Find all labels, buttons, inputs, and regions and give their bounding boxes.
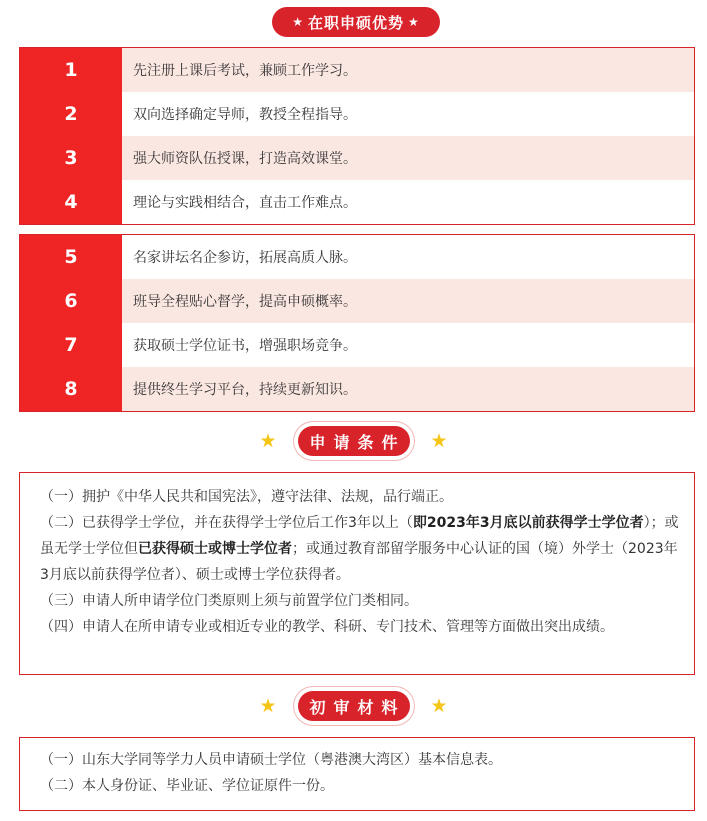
advantage-text: 名家讲坛名企参访，拓展高质人脉。 (133, 250, 357, 266)
conditions-title: 申请条件 (298, 426, 410, 456)
advantages-table-2 (19, 234, 695, 412)
conditions-box (19, 472, 695, 675)
advantage-row (20, 367, 694, 411)
condition-emphasis: 即2023年3月底以前获得学士学位者 (412, 515, 644, 531)
advantage-number: 7 (20, 323, 122, 367)
star-icon: ★ (430, 695, 448, 717)
advantage-row (20, 279, 694, 323)
advantage-number: 1 (20, 48, 122, 92)
material-item: （一）山东大学同等学力人员申请硕士学位（粤港澳大湾区）基本信息表。 (40, 752, 502, 768)
advantage-text: 获取硕士学位证书，增强职场竞争。 (133, 338, 357, 354)
advantage-number: 3 (20, 136, 122, 180)
advantage-text: 双向选择确定导师，教授全程指导。 (133, 107, 357, 123)
material-item: （二）本人身份证、毕业证、学位证原件一份。 (40, 778, 334, 794)
advantage-row (20, 136, 694, 180)
materials-title: 初审材料 (298, 691, 410, 721)
advantage-text: 提供终生学习平台，持续更新知识。 (122, 367, 694, 411)
advantage-number: 4 (20, 180, 122, 224)
advantages-table-1 (19, 47, 695, 225)
materials-heading (0, 686, 707, 726)
star-icon: ★ (430, 430, 448, 452)
advantages-title-pill (272, 7, 440, 37)
star-icon: ★ (408, 15, 420, 29)
condition-item: （三）申请人所申请学位门类原则上须与前置学位门类相同。 (40, 593, 418, 609)
star-icon: ★ (292, 15, 304, 29)
advantages-title: 在职申硕优势 (307, 13, 404, 32)
condition-item (40, 510, 680, 588)
condition-emphasis: 已获得硕士或博士学位者 (138, 541, 292, 557)
condition-item: （四）申请人在所申请专业或相近专业的教学、科研、专门技术、管理等方面做出突出成绩。 (40, 619, 614, 635)
materials-box (19, 737, 695, 811)
conditions-heading (0, 421, 707, 461)
advantage-row (20, 180, 694, 224)
advantage-text: 先注册上课后考试，兼顾工作学习。 (122, 48, 694, 92)
advantage-number: 5 (20, 235, 122, 279)
advantage-number: 2 (20, 92, 122, 136)
condition-text: ；或通过教育部留学服务中心认证的国（境）外学士（2023年3月底以前获得学位者）、硕士或博士学位获得者。 (40, 541, 678, 583)
advantage-text: 班导全程贴心督学，提高申硕概率。 (122, 279, 694, 323)
advantage-number: 8 (20, 367, 122, 411)
star-icon: ★ (259, 430, 277, 452)
condition-item: （一）拥护《中华人民共和国宪法》，遵守法律、法规，品行端正。 (40, 489, 453, 505)
advantage-row (20, 48, 694, 92)
star-icon: ★ (259, 695, 277, 717)
advantage-text: 理论与实践相结合，直击工作难点。 (133, 195, 357, 211)
advantage-number: 6 (20, 279, 122, 323)
advantage-row (20, 92, 694, 136)
materials-badge (294, 687, 414, 725)
advantage-row (20, 235, 694, 279)
advantage-row (20, 323, 694, 367)
condition-text: ）；或虽无学士学位但 (40, 515, 679, 557)
condition-text: （二）已获得学士学位，并在获得学士学位后工作3年以上（ (40, 515, 413, 531)
advantage-text: 强大师资队伍授课，打造高效课堂。 (122, 136, 694, 180)
conditions-badge (294, 422, 414, 460)
